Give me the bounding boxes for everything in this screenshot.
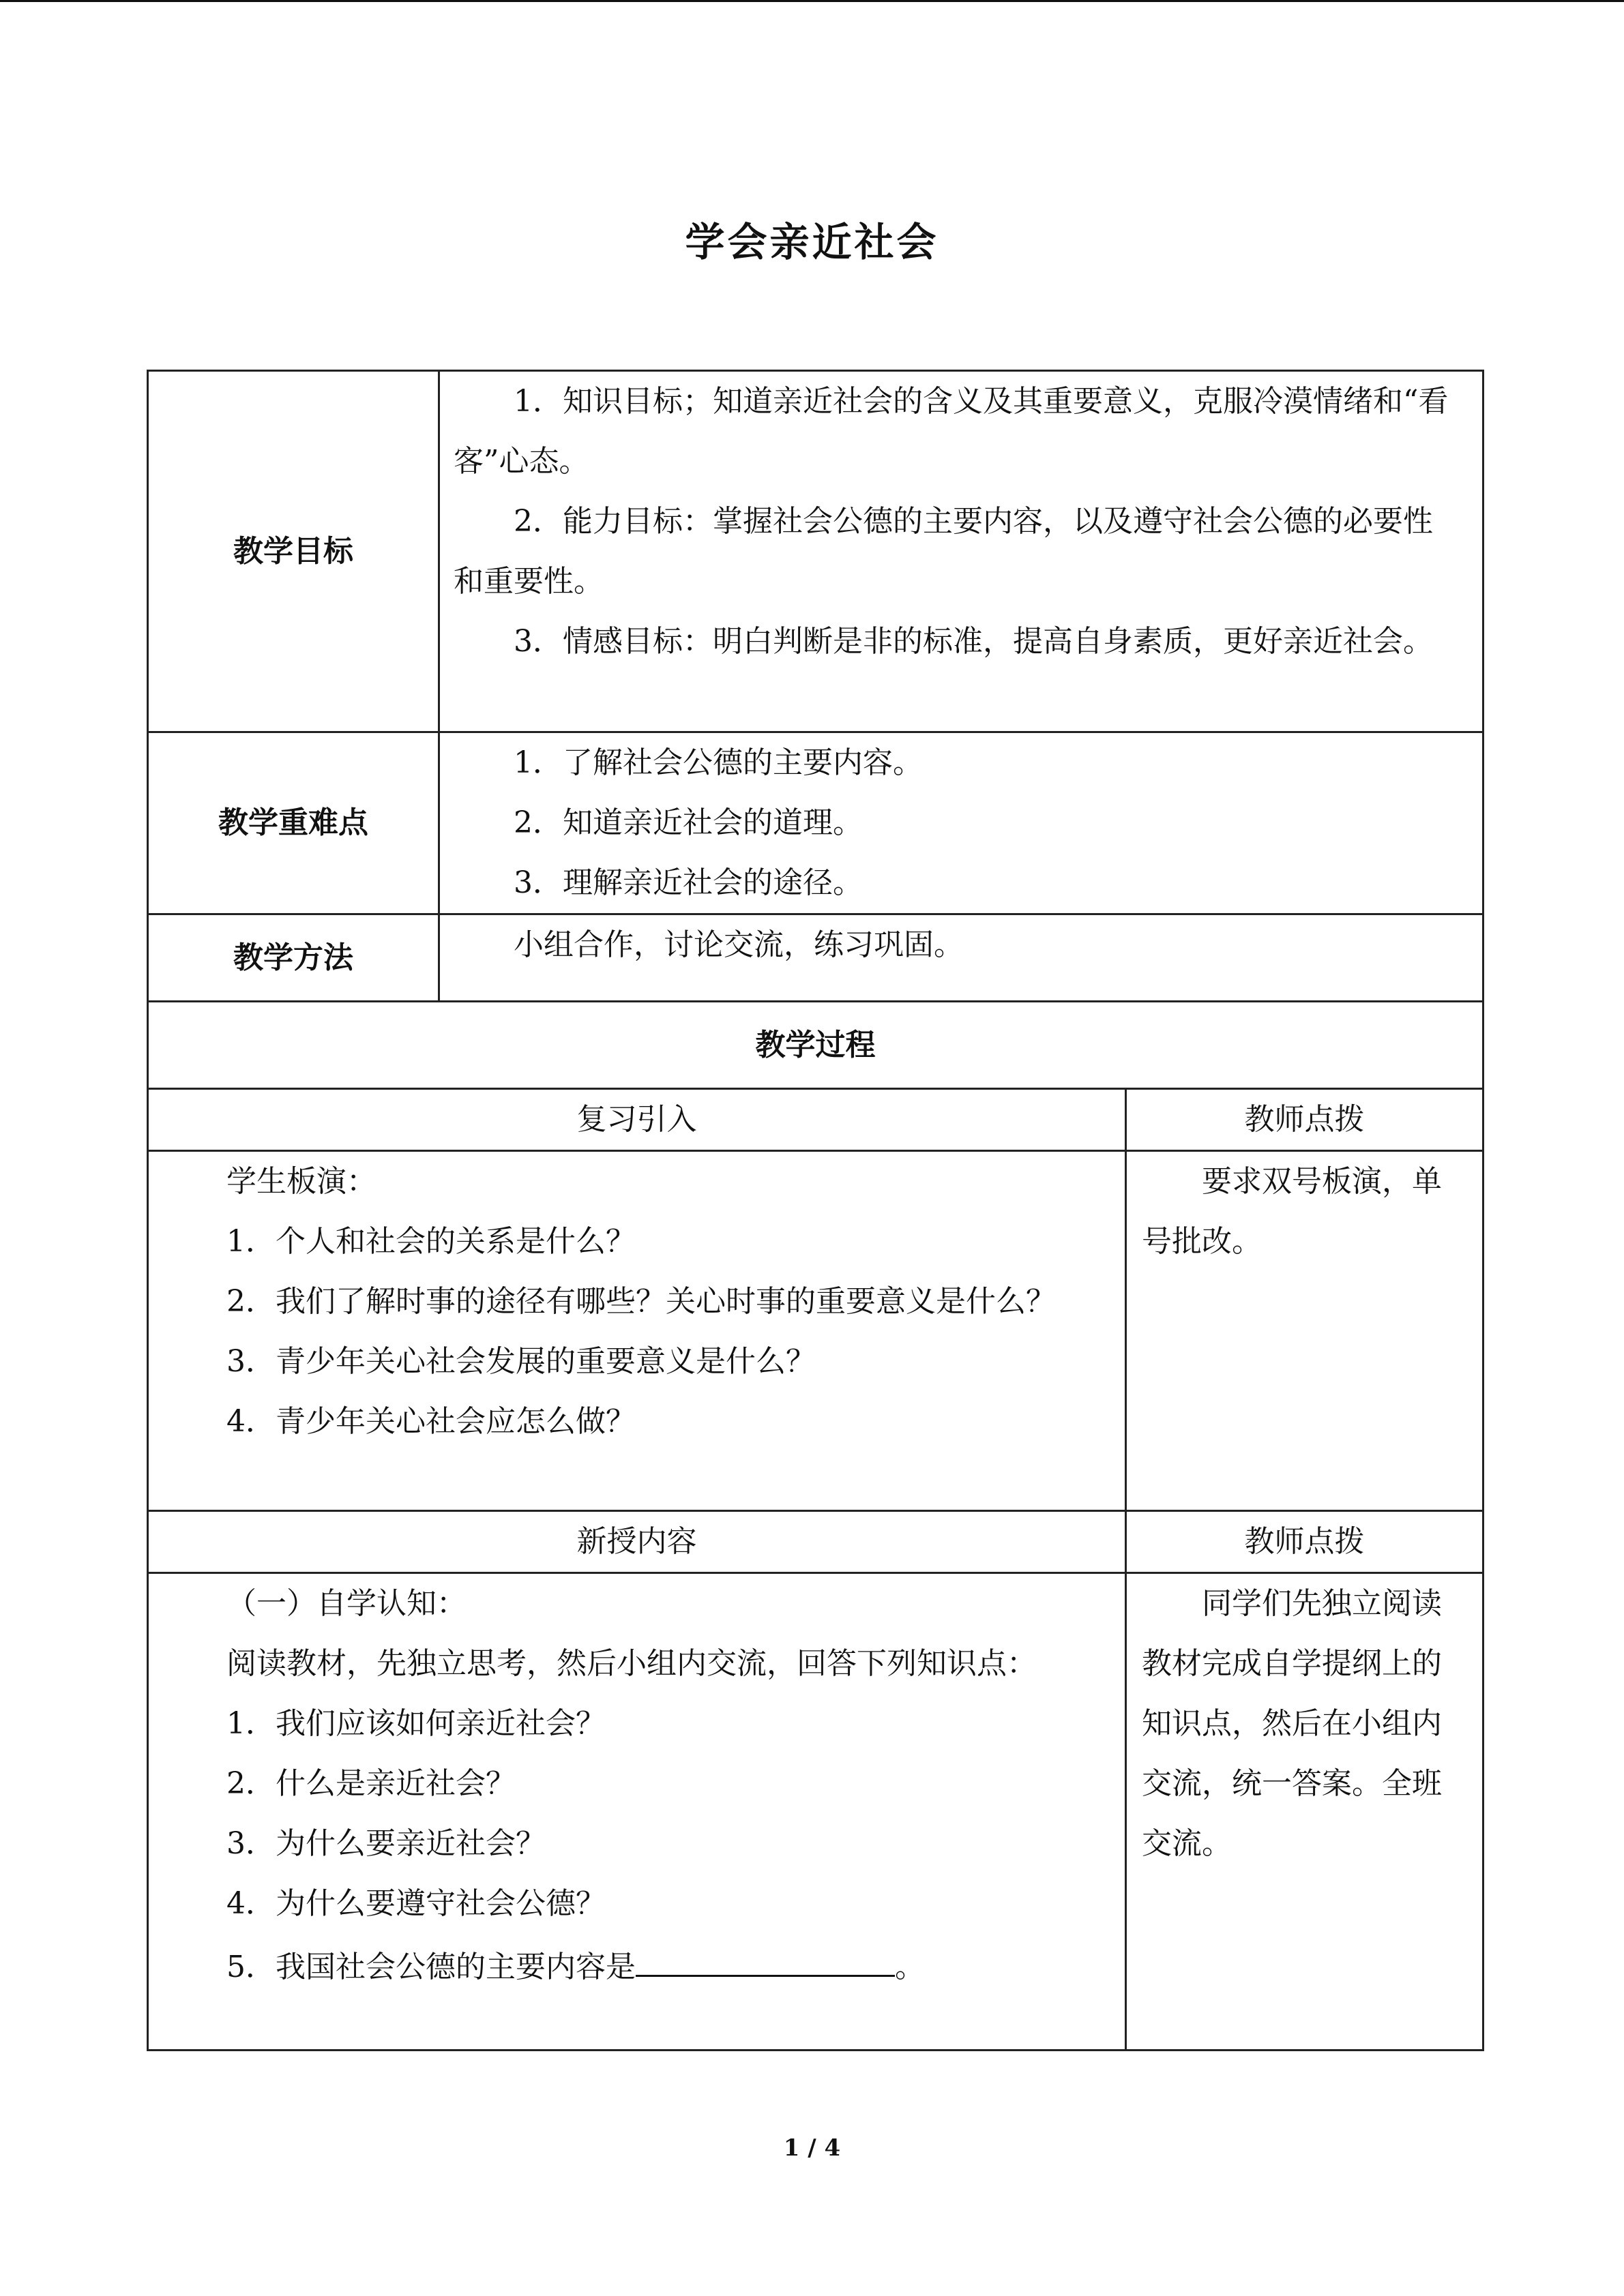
review-item: 4．青少年关心社会应怎么做？	[226, 1404, 636, 1439]
method-text: 小组合作，讨论交流，练习巩固。	[514, 927, 964, 962]
fill-blank-prefix: 5．我国社会公德的主要内容是	[226, 1950, 636, 1984]
method-content	[439, 914, 1483, 1002]
key-point-item: 3．理解亲近社会的途径。	[514, 865, 863, 900]
lesson-plan-table	[147, 370, 1484, 2051]
objectives-label: 教学目标	[148, 371, 439, 732]
new-content-note-header: 教师点拨	[1126, 1511, 1483, 1573]
answer-blank-line	[636, 1934, 895, 1977]
review-note-header: 教师点拨	[1126, 1089, 1483, 1151]
method-row	[148, 914, 1483, 1002]
new-content-note-text: 同学们先独立阅读教材完成自学提纲上的知识点，然后在小组内交流，统一答案。全班交流。	[1142, 1586, 1442, 1861]
objective-item: 2．能力目标：掌握社会公德的主要内容，以及遵守社会公德的必要性和重要性。	[454, 504, 1433, 599]
key-point-item: 1．了解社会公德的主要内容。	[514, 745, 923, 780]
objectives-row	[148, 371, 1483, 732]
review-header: 复习引入	[148, 1089, 1126, 1151]
new-content-item: 阅读教材，先独立思考，然后小组内交流，回答下列知识点：	[226, 1646, 1037, 1681]
key-point-item: 2．知道亲近社会的道理。	[514, 805, 863, 840]
new-content-item: 3．为什么要亲近社会？	[226, 1826, 546, 1861]
page-title: 学会亲近社会	[685, 219, 939, 265]
objectives-content	[439, 371, 1483, 732]
page-top-border	[0, 0, 1624, 2]
new-content-item: 1．我们应该如何亲近社会？	[226, 1706, 606, 1741]
review-note-text: 要求双号板演，单号批改。	[1142, 1164, 1442, 1259]
page-number: 1 / 4	[783, 2134, 841, 2162]
review-body-row	[148, 1151, 1483, 1511]
new-content-header: 新授内容	[148, 1511, 1126, 1573]
review-header-row	[148, 1089, 1483, 1151]
review-item: 2．我们了解时事的途径有哪些？关心时事的重要意义是什么？	[226, 1284, 1056, 1319]
new-content-note	[1126, 1573, 1483, 2051]
process-heading: 教学过程	[148, 1002, 1483, 1089]
new-content-item: （一）自学认知：	[226, 1586, 467, 1621]
method-label: 教学方法	[148, 914, 439, 1002]
key-points-row	[148, 732, 1483, 914]
key-points-label: 教学重难点	[148, 732, 439, 914]
new-content-header-row	[148, 1511, 1483, 1573]
new-content-item-fill-blank	[166, 1934, 1097, 1997]
review-item: 3．青少年关心社会发展的重要意义是什么？	[226, 1344, 816, 1379]
new-content-body-row	[148, 1573, 1483, 2051]
review-item: 学生板演：	[226, 1164, 377, 1199]
new-content-item: 2．什么是亲近社会？	[226, 1766, 516, 1801]
review-item: 1．个人和社会的关系是什么？	[226, 1224, 636, 1259]
objective-item: 3．情感目标：明白判断是非的标准，提高自身素质，更好亲近社会。	[514, 624, 1433, 659]
review-note	[1126, 1151, 1483, 1511]
key-points-content	[439, 732, 1483, 914]
fill-blank-suffix: 。	[895, 1950, 925, 1984]
objective-item: 1．知识目标；知道亲近社会的含义及其重要意义，克服冷漠情绪和“看客”心态。	[454, 384, 1449, 479]
process-heading-row	[148, 1002, 1483, 1089]
new-content-item: 4．为什么要遵守社会公德？	[226, 1886, 606, 1921]
review-content	[148, 1151, 1126, 1511]
new-content-content	[148, 1573, 1126, 2051]
